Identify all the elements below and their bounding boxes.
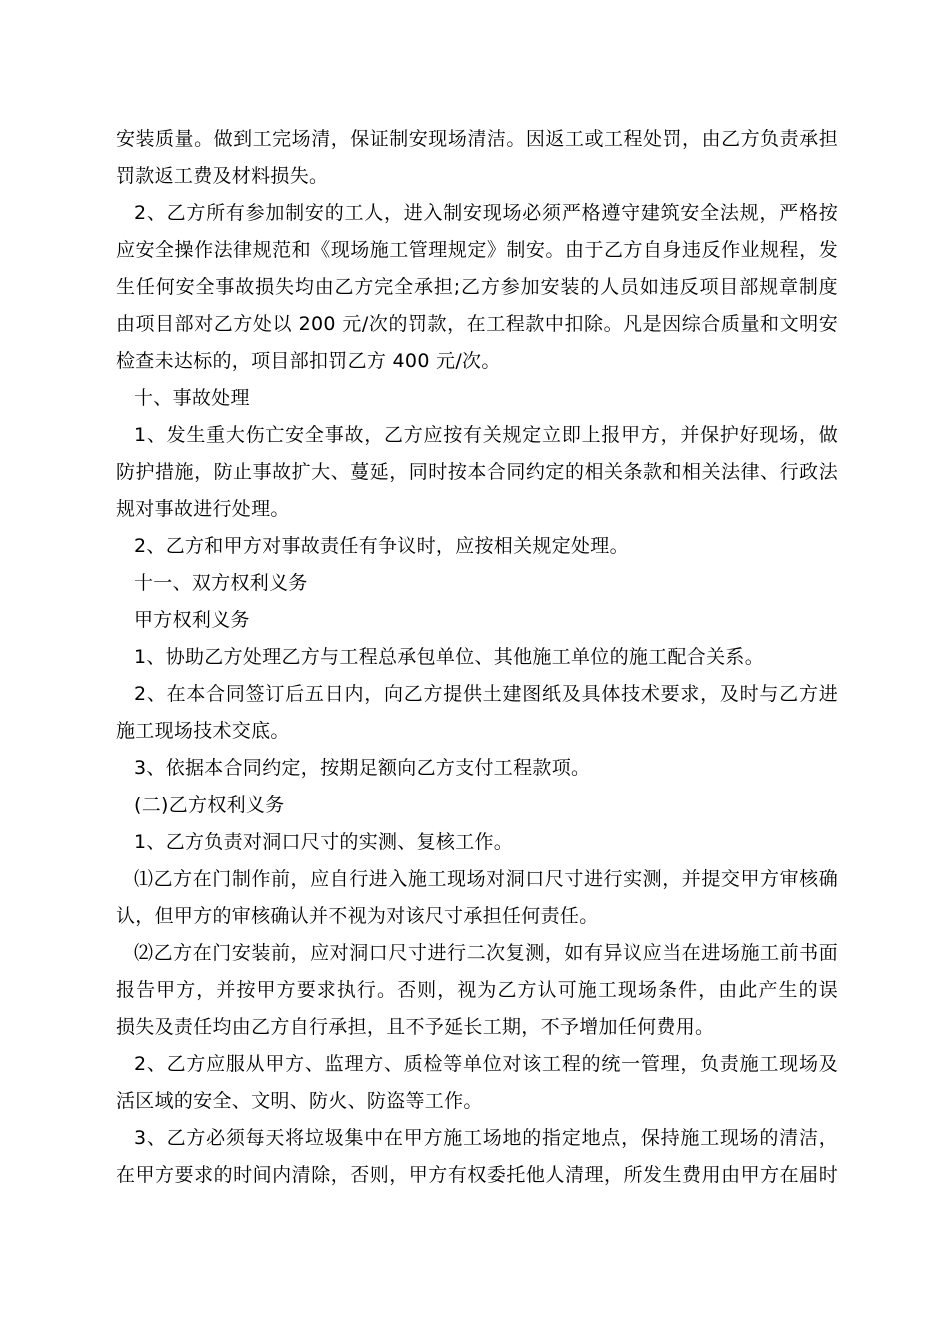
body-line: 活区域的安全、文明、防火、防盗等工作。: [116, 1090, 483, 1112]
paragraph-line: 2、在本合同签订后五日内，向乙方提供土建图纸及具体技术要求，及时与乙方进: [134, 683, 838, 705]
paragraph-line: 2、乙方所有参加制安的工人，进入制安现场必须严格遵守建筑安全法规，严格按: [134, 202, 838, 224]
body-line: 施工现场技术交底。: [116, 720, 290, 742]
body-line: 报告甲方，并按甲方要求执行。否则，视为乙方认可施工现场条件，由此产生的误: [116, 979, 838, 1001]
body-line: 在甲方要求的时间内清除，否则，甲方有权委托他人清理，所发生费用由甲方在届时: [116, 1164, 838, 1186]
section-heading: 十一、双方权利义务: [134, 572, 308, 594]
paragraph-line: ⑴乙方在门制作前，应自行进入施工现场对洞口尺寸进行实测，并提交甲方审核确: [134, 868, 838, 890]
body-line: 由项目部对乙方处以 200 元/次的罚款，在工程款中扣除。凡是因综合质量和文明安: [116, 313, 838, 335]
body-line: 防护措施，防止事故扩大、蔓延，同时按本合同约定的相关条款和相关法律、行政法: [116, 461, 838, 483]
paragraph-line: 1、发生重大伤亡安全事故，乙方应按有关规定立即上报甲方，并保护好现场，做: [134, 424, 838, 446]
body-line: 应安全操作法律规范和《现场施工管理规定》制安。由于乙方自身违反作业规程，发: [116, 239, 838, 261]
document-body: [116, 121, 838, 1194]
subsection-heading: 甲方权利义务: [134, 609, 250, 631]
body-line: 生任何安全事故损失均由乙方完全承担;乙方参加安装的人员如违反项目部规章制度: [116, 276, 838, 298]
paragraph-line: 2、乙方和甲方对事故责任有争议时，应按相关规定处理。: [134, 535, 629, 557]
body-line: 规对事故进行处理。: [116, 498, 290, 520]
body-line: 罚款返工费及材料损失。: [116, 165, 329, 187]
section-heading: 十、事故处理: [134, 387, 250, 409]
body-line: 认，但甲方的审核确认并不视为对该尺寸承担任何责任。: [116, 905, 599, 927]
body-line: 安装质量。做到工完场清，保证制安现场清洁。因返工或工程处罚，由乙方负责承担: [116, 128, 838, 150]
body-line: 检查未达标的，项目部扣罚乙方 400 元/次。: [116, 350, 501, 372]
paragraph-line: 2、乙方应服从甲方、监理方、质检等单位对该工程的统一管理，负责施工现场及: [134, 1053, 838, 1075]
body-line: 损失及责任均由乙方自行承担，且不予延长工期，不予增加任何费用。: [116, 1016, 715, 1038]
paragraph-line: 1、协助乙方处理乙方与工程总承包单位、其他施工单位的施工配合关系。: [134, 646, 764, 668]
paragraph-line: ⑵乙方在门安装前，应对洞口尺寸进行二次复测，如有异议应当在进场施工前书面: [134, 942, 838, 964]
paragraph-line: 3、乙方必须每天将垃圾集中在甲方施工场地的指定地点，保持施工现场的清洁，: [134, 1127, 838, 1149]
paragraph-line: 1、乙方负责对洞口尺寸的实测、复核工作。: [134, 831, 514, 853]
paragraph-line: 3、依据本合同约定，按期足额向乙方支付工程款项。: [134, 757, 591, 779]
subsection-heading: (二)乙方权利义务: [134, 794, 285, 816]
